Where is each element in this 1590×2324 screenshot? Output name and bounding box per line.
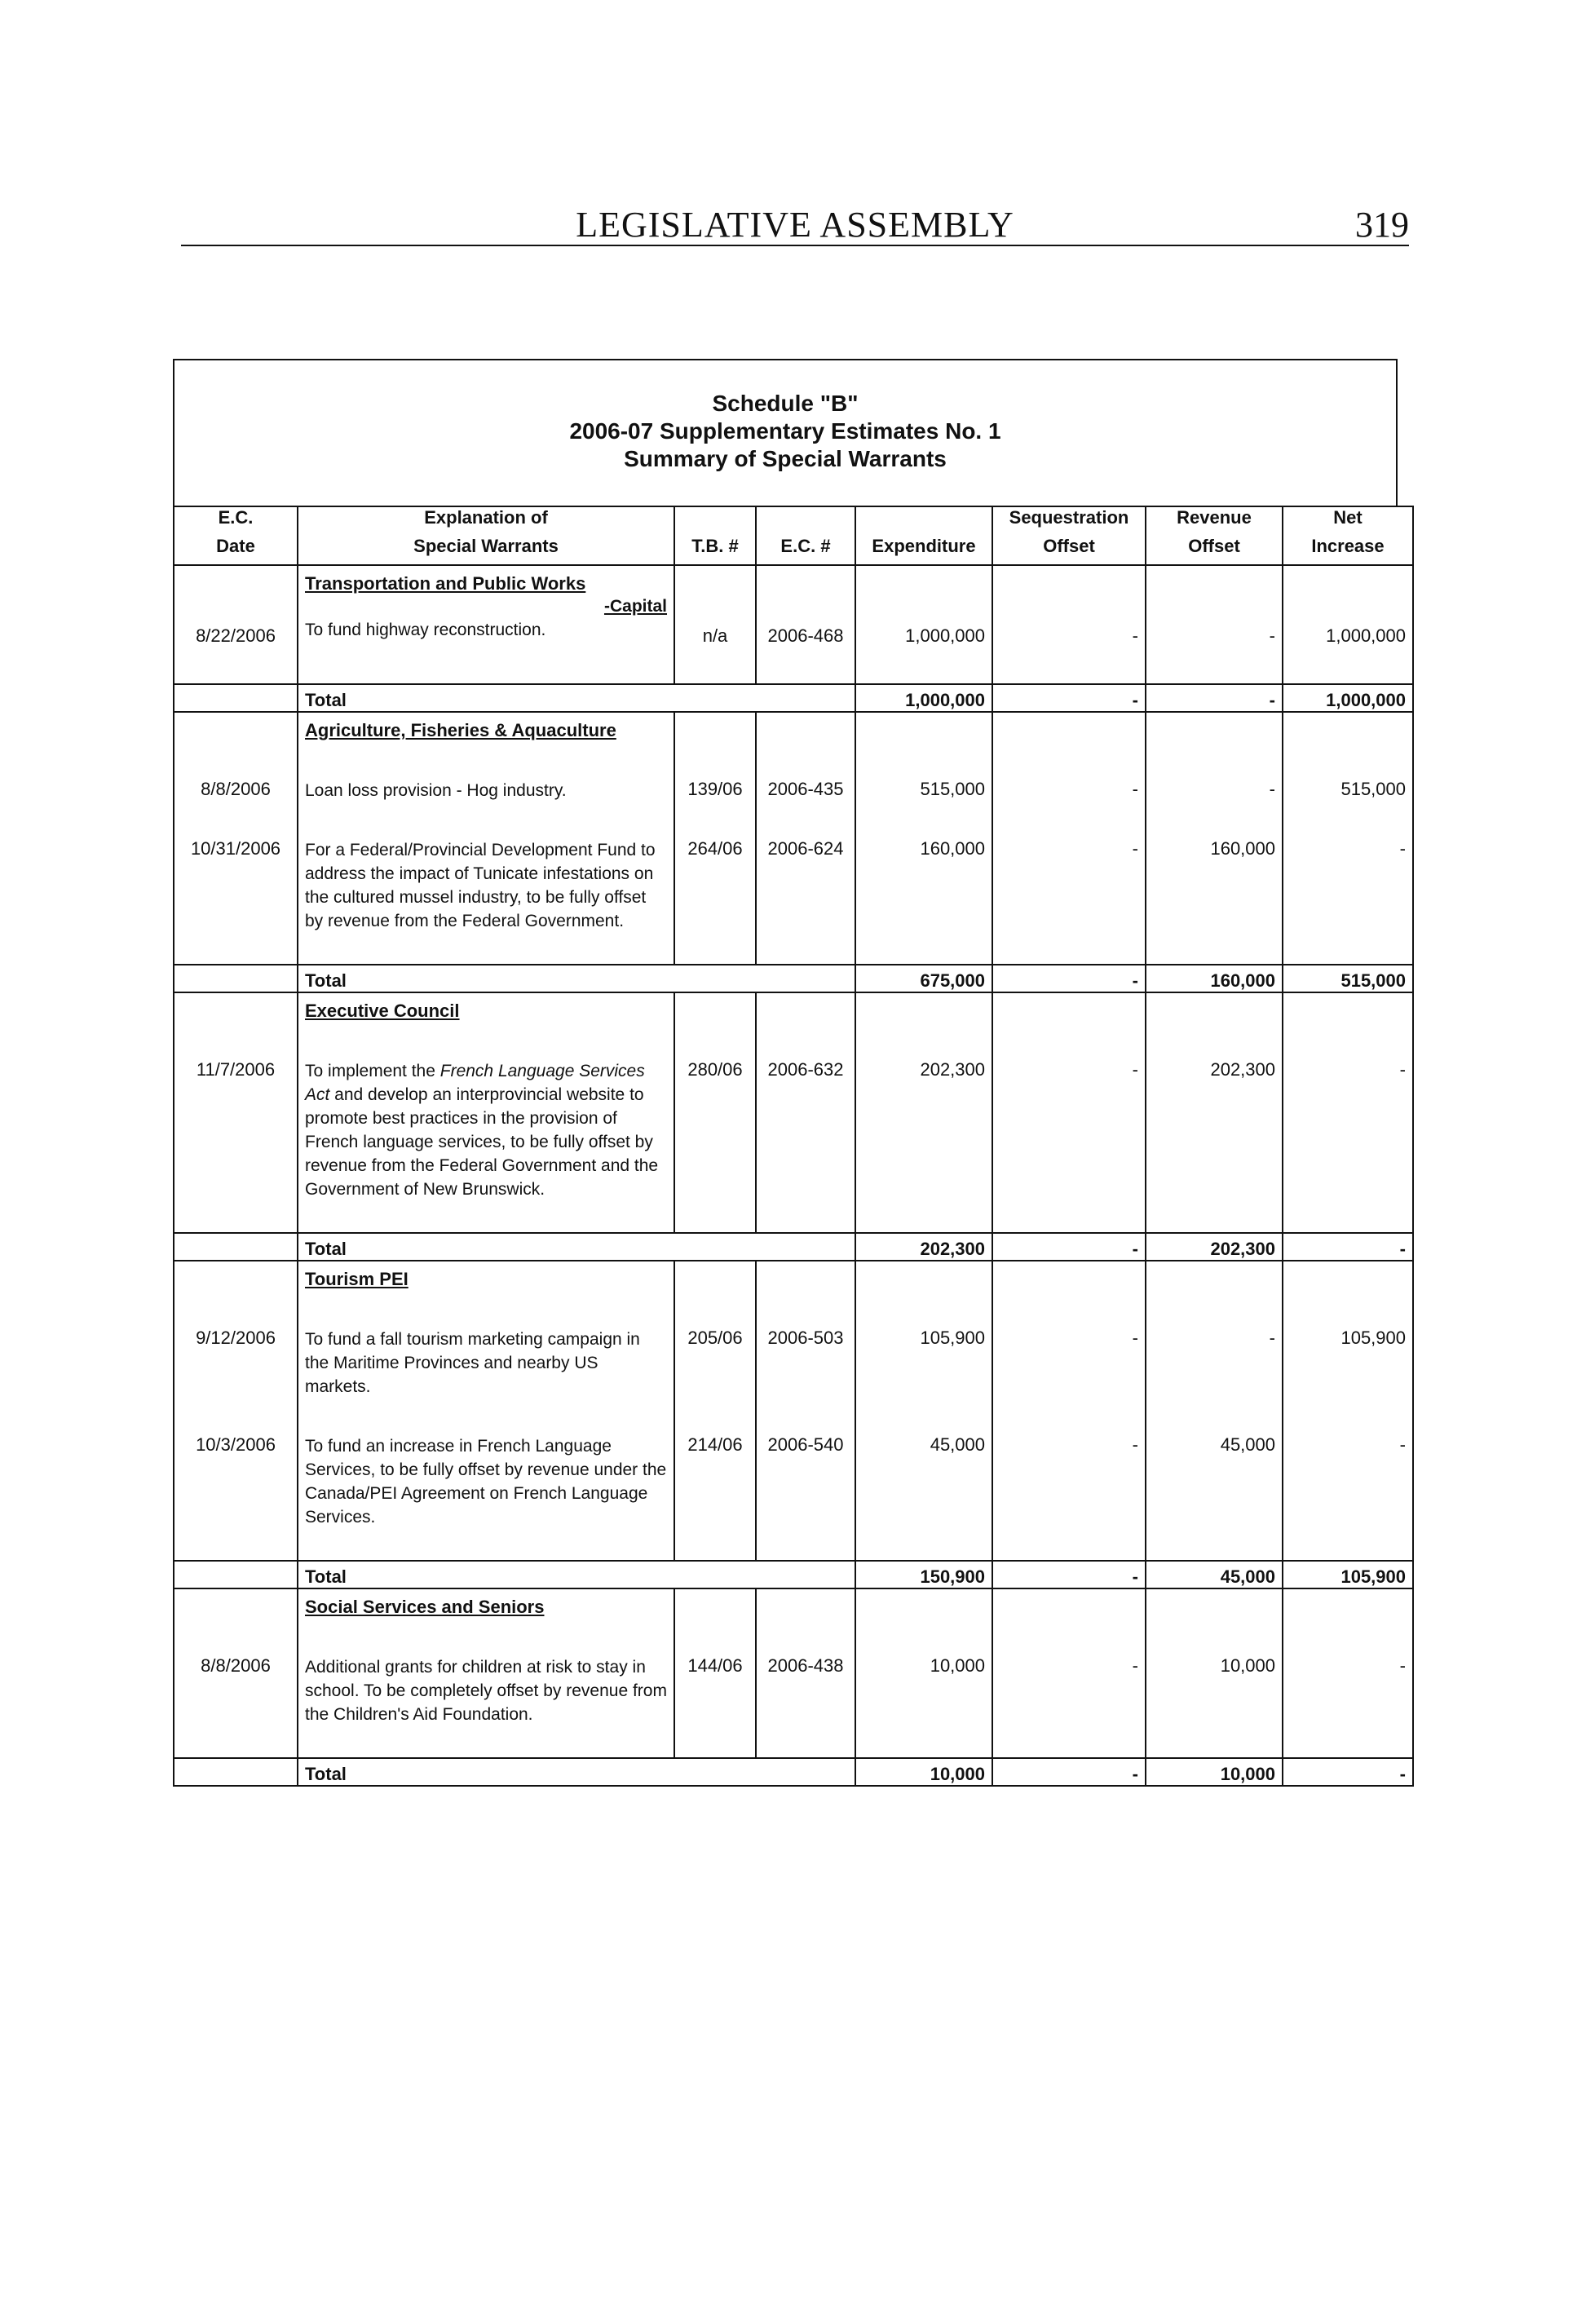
expenditure-value: 45,000 [855, 1429, 992, 1561]
warrant-description: To fund an increase in French Language Services, to be fully offset by revenue under the Canada/PEI Agreement on French Language Services. [298, 1429, 674, 1561]
section-heading-row [174, 992, 1413, 1022]
tb-number: 280/06 [674, 1054, 756, 1233]
col-tb-number: T.B. # [674, 536, 756, 565]
table-row [174, 594, 1413, 652]
total-expenditure: 675,000 [855, 965, 992, 992]
table-row [174, 833, 1413, 965]
col-revenue: Offset [1146, 536, 1283, 565]
warrant-description: To implement the French Language Services Act and develop an interprovincial website to promote best practices in the provision of French language services, to be fully offset by revenue from the Federal Government and the Government of New Brunswick. [298, 1054, 674, 1233]
tb-number: 264/06 [674, 833, 756, 965]
tb-number: 214/06 [674, 1429, 756, 1561]
warrant-description: Loan loss provision - Hog industry. [298, 774, 674, 833]
section-heading-row [174, 1261, 1413, 1290]
total-label: Total [298, 684, 855, 712]
warrant-date: 9/12/2006 [174, 1323, 298, 1429]
table-row [174, 1429, 1413, 1561]
col-ec-date: Date [174, 536, 298, 565]
col-revenue-top: Revenue [1146, 506, 1283, 536]
expenditure-value: 1,000,000 [855, 594, 992, 652]
table-row [174, 1650, 1413, 1758]
total-net: 515,000 [1283, 965, 1413, 992]
total-revenue: 160,000 [1146, 965, 1283, 992]
tb-number: n/a [674, 594, 756, 652]
col-sequestration: Offset [992, 536, 1146, 565]
total-net: 105,900 [1283, 1561, 1413, 1588]
total-expenditure: 10,000 [855, 1758, 992, 1786]
expenditure-value: 515,000 [855, 774, 992, 833]
revenue-value: 160,000 [1146, 833, 1283, 965]
page-title: LEGISLATIVE ASSEMBLY [576, 205, 1014, 245]
revenue-value: 202,300 [1146, 1054, 1283, 1233]
col-ec-date-top: E.C. [174, 506, 298, 536]
ec-number: 2006-503 [756, 1323, 855, 1429]
tb-number: 139/06 [674, 774, 756, 833]
expenditure-value: 202,300 [855, 1054, 992, 1233]
section-heading-row [174, 1588, 1413, 1618]
section-total-row [174, 965, 1413, 992]
tb-number: 205/06 [674, 1323, 756, 1429]
header-row [174, 536, 1413, 565]
total-revenue: 202,300 [1146, 1233, 1283, 1261]
revenue-value: 45,000 [1146, 1429, 1283, 1561]
warrant-description: To fund a fall tourism marketing campaign in the Maritime Provinces and nearby US markets. [298, 1323, 674, 1429]
total-net: 1,000,000 [1283, 684, 1413, 712]
total-revenue: - [1146, 684, 1283, 712]
net-value: 1,000,000 [1283, 594, 1413, 652]
revenue-value: - [1146, 774, 1283, 833]
section-title: Agriculture, Fisheries & Aquaculture [305, 720, 616, 740]
total-expenditure: 150,900 [855, 1561, 992, 1588]
col-explanation: Special Warrants [298, 536, 674, 565]
net-value: - [1283, 1650, 1413, 1758]
expenditure-value: 160,000 [855, 833, 992, 965]
section-total-row [174, 684, 1413, 712]
section-heading-row [174, 712, 1413, 741]
section-total-row [174, 1758, 1413, 1786]
section-subtitle: -Capital [603, 597, 667, 616]
col-sequestration-top: Sequestration [992, 506, 1146, 536]
net-value: - [1283, 1054, 1413, 1233]
special-warrants-table [173, 506, 1414, 1787]
revenue-value: 10,000 [1146, 1650, 1283, 1758]
warrant-date: 10/31/2006 [174, 833, 298, 965]
ec-number: 2006-632 [756, 1054, 855, 1233]
warrant-date: 11/7/2006 [174, 1054, 298, 1233]
act-name: French Language Services Act [305, 1062, 645, 1104]
section-heading-row [174, 565, 1413, 594]
sequestration-value: - [992, 1323, 1146, 1429]
schedule-estimates-title: 2006-07 Supplementary Estimates No. 1 [569, 418, 1001, 444]
col-ec-number: E.C. # [756, 536, 855, 565]
expenditure-value: 105,900 [855, 1323, 992, 1429]
section-total-row [174, 1561, 1413, 1588]
schedule-title-box [173, 359, 1398, 506]
sequestration-value: - [992, 1429, 1146, 1561]
total-sequestration: - [992, 1233, 1146, 1261]
col-net: Increase [1283, 536, 1413, 565]
net-value: 515,000 [1283, 774, 1413, 833]
total-label: Total [298, 965, 855, 992]
net-value: - [1283, 833, 1413, 965]
ec-number: 2006-624 [756, 833, 855, 965]
warrant-date: 10/3/2006 [174, 1429, 298, 1561]
total-sequestration: - [992, 1758, 1146, 1786]
col-net-top: Net [1283, 506, 1413, 536]
total-net: - [1283, 1233, 1413, 1261]
total-revenue: 10,000 [1146, 1758, 1283, 1786]
ec-number: 2006-540 [756, 1429, 855, 1561]
col-expenditure: Expenditure [855, 536, 992, 565]
sequestration-value: - [992, 1054, 1146, 1233]
total-net: - [1283, 1758, 1413, 1786]
total-sequestration: - [992, 684, 1146, 712]
table-row [174, 1054, 1413, 1233]
warrant-description: For a Federal/Provincial Development Fund to address the impact of Tunicate infestations on the cultured mussel industry, to be fully offset by revenue from the Federal Government. [298, 833, 674, 965]
total-revenue: 45,000 [1146, 1561, 1283, 1588]
total-sequestration: - [992, 1561, 1146, 1588]
tb-number: 144/06 [674, 1650, 756, 1758]
revenue-value: - [1146, 594, 1283, 652]
total-label: Total [298, 1561, 855, 1588]
warrant-date: 8/8/2006 [174, 1650, 298, 1758]
warrant-description: Additional grants for children at risk to stay in school. To be completely offset by revenue from the Children's Aid Foundation. [298, 1650, 674, 1758]
ec-number: 2006-438 [756, 1650, 855, 1758]
schedule-label: Schedule "B" [712, 391, 859, 416]
expenditure-value: 10,000 [855, 1650, 992, 1758]
total-expenditure: 202,300 [855, 1233, 992, 1261]
sequestration-value: - [992, 1650, 1146, 1758]
page-header [181, 197, 1409, 246]
warrant-description: To fund highway reconstruction. [305, 621, 546, 639]
section-title: Social Services and Seniors [305, 1597, 545, 1617]
section-title: Tourism PEI [305, 1269, 409, 1289]
ec-number: 2006-468 [756, 594, 855, 652]
total-label: Total [298, 1758, 855, 1786]
warrant-date: 8/22/2006 [174, 594, 298, 652]
sequestration-value: - [992, 594, 1146, 652]
net-value: 105,900 [1283, 1323, 1413, 1429]
header-row [174, 506, 1413, 536]
table-row [174, 774, 1413, 833]
sequestration-value: - [992, 774, 1146, 833]
ec-number: 2006-435 [756, 774, 855, 833]
section-title: Executive Council [305, 1001, 460, 1021]
col-explanation-top: Explanation of [298, 506, 674, 536]
net-value: - [1283, 1429, 1413, 1561]
page-number: 319 [1355, 205, 1409, 245]
total-expenditure: 1,000,000 [855, 684, 992, 712]
total-label: Total [298, 1233, 855, 1261]
sequestration-value: - [992, 833, 1146, 965]
warrant-date: 8/8/2006 [174, 774, 298, 833]
total-sequestration: - [992, 965, 1146, 992]
revenue-value: - [1146, 1323, 1283, 1429]
table-row [174, 1323, 1413, 1429]
section-total-row [174, 1233, 1413, 1261]
schedule-summary-title: Summary of Special Warrants [624, 446, 947, 471]
section-title: Transportation and Public Works [305, 573, 586, 594]
